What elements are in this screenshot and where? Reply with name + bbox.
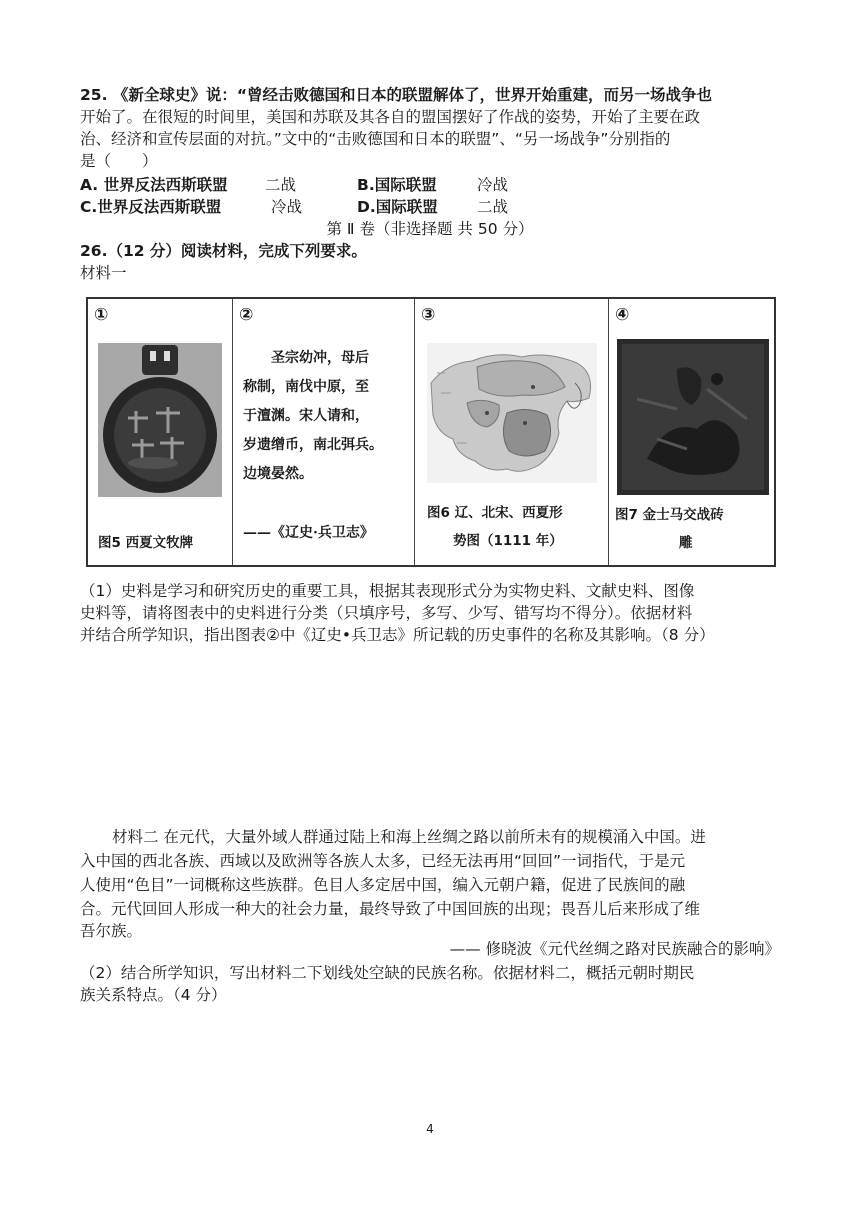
option-d-text: D.国际联盟 [357, 198, 438, 216]
figure-number-1: ① [94, 305, 109, 325]
liao-quote-line-2: 称制，南伐中原，至 [243, 379, 369, 395]
option-c-answer: 冷战 [271, 198, 303, 216]
figure-caption-6b: 势图（1111 年） [453, 533, 563, 549]
q26-sub2-line-2: 族关系特点。（4 分） [80, 986, 227, 1004]
figure-caption-7b: 雕 [679, 535, 693, 551]
option-b-answer: 冷战 [477, 176, 509, 194]
liao-quote-line-1: 圣宗幼冲，母后 [271, 350, 369, 366]
material2-line-4: 合。元代回回人形成一种大的社会力量，最终导致了中国回族的出现；畏吾儿后来形成了维 [80, 900, 701, 918]
material2-source: —— 修晓波《元代丝绸之路对民族融合的影响》 [449, 940, 780, 958]
figure-table [86, 297, 776, 567]
material2-line-2: 入中国的西北各族、西域以及欧洲等各族人太多，已经无法再用“回回”一词指代，于是元 [80, 852, 686, 870]
option-b-text: B.国际联盟 [357, 176, 437, 194]
figure-number-2: ② [239, 305, 254, 325]
figure-caption-5: 图5 西夏文牧牌 [98, 535, 194, 551]
jin-brick-carving-image [617, 339, 769, 495]
q25-line-1: 25. 《新全球史》说：“曾经击败德国和日本的联盟解体了，世界开始重建，而另一场战争也 [80, 86, 713, 104]
q26-sub1-line-3: 并结合所学知识，指出图表②中《辽史•兵卫志》所记载的历史事件的名称及其影响。（8 分） [80, 626, 715, 644]
q25-line-3: 治、经济和宣传层面的对抗。”文中的“击败德国和日本的联盟”、“另一场战争”分别指的 [80, 130, 671, 148]
material1-label: 材料一 [80, 264, 127, 282]
liao-quote-line-3: 于澶渊。宋人请和， [243, 408, 369, 424]
q25-line-2: 开始了。在很短的时间里，美国和苏联及其各自的盟国摆好了作战的姿势，开始了主要在政 [80, 108, 701, 126]
xixia-token-image [98, 343, 222, 497]
q26-sub1-line-2: 史料等，请将图表中的史料进行分类（只填序号，多写、少写、错写均不得分）。依据材料 [80, 604, 693, 622]
figure-number-4: ④ [615, 305, 630, 325]
material2-line-5: 吾尔族。 [80, 922, 143, 940]
liao-quote-source: ——《辽史·兵卫志》 [243, 525, 374, 541]
figure-caption-7a: 图7 金士马交战砖 [615, 507, 724, 523]
figure-cell-4 [609, 299, 776, 565]
liao-quote-line-5: 边境晏然。 [243, 466, 313, 482]
section-title: 第 Ⅱ 卷（非选择题 共 50 分） [326, 220, 534, 238]
option-d-answer: 二战 [477, 198, 509, 216]
q26-heading: 26.（12 分）阅读材料，完成下列要求。 [80, 242, 367, 260]
option-a-answer: 二战 [265, 176, 297, 194]
q26-sub1-line-1: （1）史料是学习和研究历史的重要工具，根据其表现形式分为实物史料、文献史料、图像 [80, 582, 695, 600]
material2-line-1: 材料二 在元代，大量外域人群通过陆上和海上丝绸之路以前所未有的规模涌入中国。进 [112, 828, 706, 846]
liao-quote-line-4: 岁遗缯币，南北弭兵。 [243, 437, 383, 453]
option-a-text: A. 世界反法西斯联盟 [80, 176, 228, 194]
option-c-text: C.世界反法西斯联盟 [80, 198, 222, 216]
figure-caption-6a: 图6 辽、北宋、西夏形 [427, 505, 563, 521]
song-liao-xixia-map-image [427, 343, 597, 483]
material2-line-3: 人使用“色目”一词概称这些族群。色目人多定居中国，编入元朝户籍，促进了民族间的融 [80, 876, 686, 894]
page-number: 4 [426, 1122, 434, 1136]
figure-cell-2 [233, 299, 415, 565]
figure-number-3: ③ [421, 305, 436, 325]
figure-cell-3 [415, 299, 609, 565]
q26-sub2-line-1: （2）结合所学知识，写出材料二下划线处空缺的民族名称。依据材料二，概括元朝时期民 [80, 964, 695, 982]
q25-line-4: 是（ ） [80, 152, 158, 170]
figure-cell-1 [88, 299, 233, 565]
